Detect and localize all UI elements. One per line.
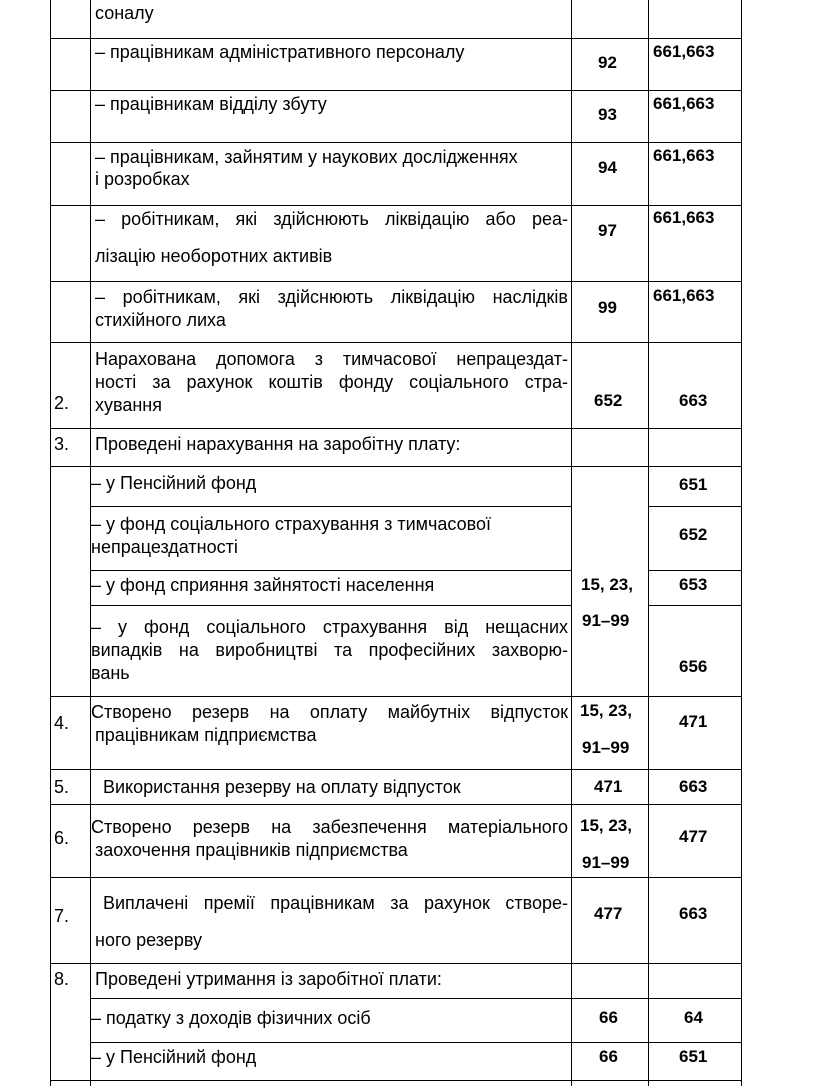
debit-account: 94 xyxy=(598,158,617,177)
credit-account: 661,663 xyxy=(653,146,715,165)
debit-account: 66 xyxy=(599,1008,618,1027)
row-text: заохочення працівників підприємства xyxy=(95,840,408,860)
credit-account: 663 xyxy=(679,777,708,796)
row-text: Створено резерв на оплату майбутніх відпусток xyxy=(91,702,568,722)
row-divider xyxy=(50,963,742,964)
row-number: 2. xyxy=(54,393,70,413)
debit-account: 99 xyxy=(598,298,617,317)
row-text: – працівникам відділу збуту xyxy=(95,94,327,114)
credit-account: 661,663 xyxy=(653,208,715,227)
row-text: Нарахована допомога з тимчасової непрацездат- xyxy=(95,349,568,369)
row-text: і розробках xyxy=(95,169,190,189)
debit-account: 15, 23, xyxy=(580,701,632,720)
credit-account: 64 xyxy=(684,1008,703,1027)
credit-account: 661,663 xyxy=(653,94,715,113)
credit-account: 651 xyxy=(679,475,708,494)
row-text: ного резерву xyxy=(95,930,202,950)
row-divider xyxy=(50,342,742,343)
row-text: – працівникам адміністративного персоналу xyxy=(95,42,465,62)
credit-account: 652 xyxy=(679,525,708,544)
credit-account: 471 xyxy=(679,712,708,731)
row-text: – у Пенсійний фонд xyxy=(91,1047,257,1067)
row-divider xyxy=(50,428,742,429)
row-divider xyxy=(90,570,571,571)
column-divider-text xyxy=(571,0,572,1086)
row-divider xyxy=(90,506,571,507)
row-divider xyxy=(50,281,742,282)
row-divider xyxy=(50,205,742,206)
row-divider xyxy=(648,570,742,571)
row-text: – працівникам, зайнятим у наукових дослідженнях xyxy=(95,147,518,167)
row-text: вань xyxy=(91,663,130,683)
row-divider xyxy=(648,605,742,606)
debit-account: 93 xyxy=(598,105,617,124)
row-divider xyxy=(648,506,742,507)
row-text: Виплачені премії працівникам за рахунок створе- xyxy=(103,893,568,913)
credit-account: 477 xyxy=(679,827,708,846)
row-divider xyxy=(50,38,742,39)
row-text: соналу xyxy=(95,3,154,23)
row-divider xyxy=(50,769,742,770)
debit-account: 91–99 xyxy=(582,738,630,757)
table-border-bottom xyxy=(50,1080,742,1081)
row-divider xyxy=(50,877,742,878)
row-text: – податку з доходів фізичних осіб xyxy=(91,1008,371,1028)
row-number: 3. xyxy=(54,434,70,454)
row-divider xyxy=(50,804,742,805)
row-divider xyxy=(50,90,742,91)
row-text: стихійного лиха xyxy=(95,310,226,330)
row-divider xyxy=(90,998,742,999)
row-text: – у фонд соціального страхування з тимчасової xyxy=(91,514,491,534)
merged-debit-accounts: 91–99 xyxy=(582,611,630,630)
row-text: Проведені нарахування на заробітну плату: xyxy=(95,434,461,454)
row-number: 6. xyxy=(54,828,70,848)
row-text: Створено резерв на забезпечення матеріального xyxy=(91,817,568,837)
credit-account: 653 xyxy=(679,575,708,594)
credit-account: 651 xyxy=(679,1047,708,1066)
row-text: Проведені утримання із заробітної плати: xyxy=(95,969,442,989)
row-divider xyxy=(50,142,742,143)
credit-account: 661,663 xyxy=(653,42,715,61)
debit-account: 97 xyxy=(598,221,617,240)
row-text: Використання резерву на оплату відпусток xyxy=(103,777,461,797)
row-text: – у фонд соціального страхування від нещасних xyxy=(91,617,568,637)
row-text: ності за рахунок коштів фонду соціального стра- xyxy=(95,372,568,392)
table-border-left xyxy=(50,0,51,1086)
debit-account: 652 xyxy=(594,391,623,410)
row-text: – робітникам, які здійснюють ліквідацію або реа- xyxy=(95,209,568,229)
merged-debit-accounts: 15, 23, xyxy=(581,575,633,594)
row-text: хування xyxy=(95,395,162,415)
debit-account: 471 xyxy=(594,777,623,796)
table-border-right xyxy=(741,0,742,1086)
row-number: 7. xyxy=(54,906,70,926)
column-divider-debit xyxy=(648,0,649,1086)
debit-account: 15, 23, xyxy=(580,816,632,835)
debit-account: 66 xyxy=(599,1047,618,1066)
row-number: 5. xyxy=(54,777,70,797)
row-text: – у Пенсійний фонд xyxy=(91,473,257,493)
debit-account: 92 xyxy=(598,53,617,72)
row-number: 8. xyxy=(54,969,70,989)
row-divider xyxy=(90,1042,742,1043)
credit-account: 663 xyxy=(679,904,708,923)
row-number: 4. xyxy=(54,713,70,733)
row-text: – у фонд сприяння зайнятості населення xyxy=(91,575,435,595)
row-divider xyxy=(50,466,742,467)
credit-account: 656 xyxy=(679,657,708,676)
row-text: – робітникам, які здійснюють ліквідацію наслідків xyxy=(95,287,568,307)
row-divider xyxy=(50,696,742,697)
row-text: непрацездатності xyxy=(91,537,238,557)
row-text: працівникам підприємства xyxy=(95,725,317,745)
row-text: лізацію необоротних активів xyxy=(95,246,333,266)
credit-account: 661,663 xyxy=(653,286,715,305)
debit-account: 91–99 xyxy=(582,853,630,872)
debit-account: 477 xyxy=(594,904,623,923)
credit-account: 663 xyxy=(679,391,708,410)
row-text: випадків на виробництві та професійних захворю- xyxy=(91,640,568,660)
row-divider xyxy=(90,605,571,606)
